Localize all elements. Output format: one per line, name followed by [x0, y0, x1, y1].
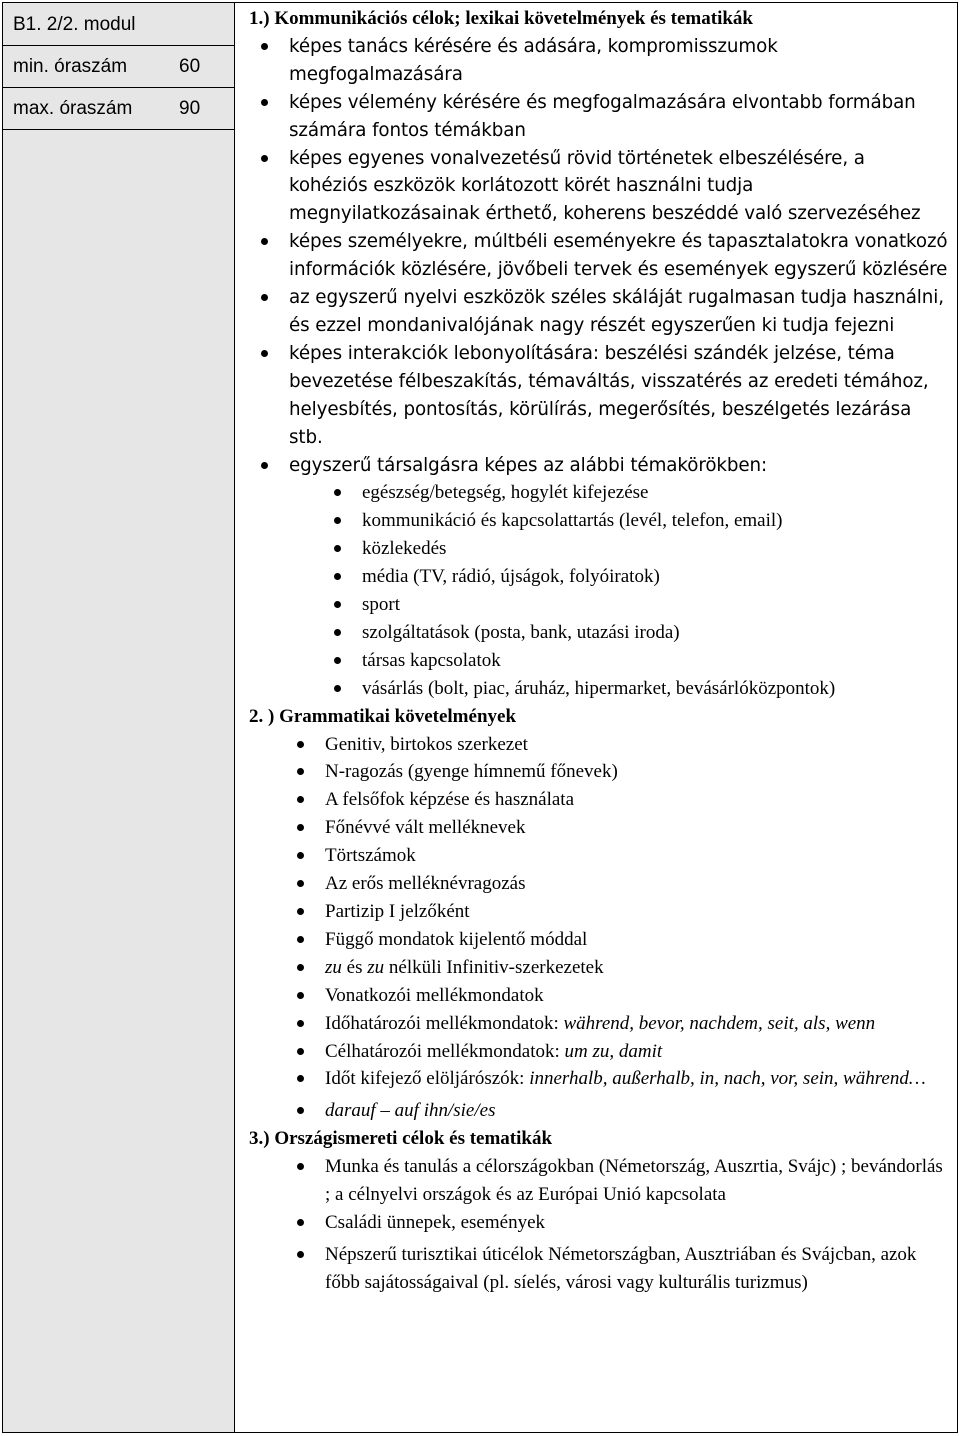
module-label: B1. 2/2. modul	[13, 14, 136, 35]
bullet-icon	[334, 545, 341, 552]
bullet-icon	[297, 1219, 304, 1226]
list-item: képes vélemény kérésére és megfogalmazására elvontabb formában számára fontos témákban	[249, 89, 949, 145]
min-hours-value: 60	[179, 56, 201, 77]
module-row	[3, 3, 234, 45]
max-hours-row	[3, 87, 234, 129]
bullet-icon	[334, 489, 341, 496]
bullet-icon	[261, 238, 268, 245]
bullet-icon	[297, 768, 304, 775]
section2-heading: 2. ) Grammatikai követelmények	[249, 705, 517, 727]
bullet-icon	[297, 1163, 304, 1170]
section3-list	[249, 1153, 949, 1297]
bullet-icon	[334, 517, 341, 524]
list-item: képes interakciók lebonyolítására: beszélési szándék jelzése, téma bevezetése félbeszakítás, témaváltás, visszatérés az eredeti témához, helyesbítés, pontosítás, körülírás, megerősítés, beszélgetés lezárása stb.	[249, 340, 949, 452]
grammar-item: Vonatkozói mellékmondatok	[249, 982, 949, 1010]
topic-item: vásárlás (bolt, piac, áruház, hipermarket, bevásárlóközpontok)	[249, 675, 949, 703]
section2-list	[249, 731, 949, 1126]
list-item: az egyszerű nyelvi eszközök széles skáláját rugalmasan tudja használni, és ezzel mondanivalójának nagy részét egyszerűen ki tudja fejezni	[249, 284, 949, 340]
bullet-icon	[261, 43, 268, 50]
section1-list	[249, 33, 949, 703]
bullet-icon	[334, 601, 341, 608]
row-divider	[3, 129, 234, 130]
bullet-icon	[297, 880, 304, 887]
grammar-item: Az erős melléknévragozás	[249, 870, 949, 898]
bullet-icon	[334, 685, 341, 692]
bullet-icon	[297, 936, 304, 943]
grammar-item: Törtszámok	[249, 842, 949, 870]
grammar-item: Célhatározói mellékmondatok: um zu, damit	[249, 1038, 949, 1066]
bullet-icon	[261, 99, 268, 106]
bullet-icon	[261, 350, 268, 357]
bullet-icon	[261, 462, 268, 469]
grammar-item: Partizip I jelzőként	[249, 898, 949, 926]
grammar-item: Időt kifejező elöljárószók: innerhalb, außerhalb, in, nach, vor, sein, während…	[249, 1065, 949, 1093]
content	[249, 5, 949, 1297]
bullet-icon	[261, 294, 268, 301]
topic-item: társas kapcsolatok	[249, 647, 949, 675]
bullet-icon	[297, 992, 304, 999]
topic-item: sport	[249, 591, 949, 619]
topic-item: közlekedés	[249, 535, 949, 563]
culture-item: Munka és tanulás a célországokban (Németország, Auszrtia, Svájc) ; bevándorlás ; a célnyelvi országok és az Európai Unió kapcsolata	[249, 1153, 949, 1209]
max-hours-value: 90	[179, 98, 201, 119]
grammar-item: zu és zu nélküli Infinitiv-szerkezetek	[249, 954, 949, 982]
bullet-icon	[297, 824, 304, 831]
bullet-icon	[297, 796, 304, 803]
grammar-item: N-ragozás (gyenge hímnemű főnevek)	[249, 758, 949, 786]
bullet-icon	[334, 657, 341, 664]
bullet-icon	[261, 155, 268, 162]
culture-item: Családi ünnepek, események	[249, 1209, 949, 1237]
bullet-icon	[297, 1020, 304, 1027]
bullet-icon	[297, 964, 304, 971]
topic-item: egészség/betegség, hogylét kifejezése	[249, 479, 949, 507]
bullet-icon	[297, 1048, 304, 1055]
list-item: képes személyekre, múltbéli eseményekre és tapasztalatokra vonatkozó információk közlésére, jövőbeli tervek és események egyszerű közlésére	[249, 228, 949, 284]
grammar-item: Genitiv, birtokos szerkezet	[249, 731, 949, 759]
culture-item: Népszerű turisztikai úticélok Németországban, Ausztriában és Svájcban, azok főbb sajátosságaival (pl. síelés, városi vagy kulturális turizmus)	[249, 1241, 949, 1297]
min-hours-label: min. óraszám	[13, 56, 128, 77]
bullet-icon	[297, 1075, 304, 1082]
list-item: képes egyenes vonalvezetésű rövid történetek elbeszélésére, a kohéziós eszközök korlátozott körét használni tudja megnyilatkozásainak érthető, koherens beszéddé való szervezéséhez	[249, 145, 949, 229]
bullet-icon	[334, 573, 341, 580]
section1-heading: 1.) Kommunikációs célok; lexikai követelmények és tematikák	[249, 8, 753, 29]
grammar-item: darauf – auf ihn/sie/es	[249, 1097, 949, 1125]
grammar-item: Függő mondatok kijelentő móddal	[249, 926, 949, 954]
bullet-icon	[297, 741, 304, 748]
topic-item: média (TV, rádió, újságok, folyóiratok)	[249, 563, 949, 591]
min-hours-row	[3, 45, 234, 87]
bullet-icon	[334, 629, 341, 636]
bullet-icon	[297, 1107, 304, 1114]
bullet-icon	[297, 852, 304, 859]
max-hours-label: max. óraszám	[13, 98, 133, 119]
grammar-item: Időhatározói mellékmondatok: während, bevor, nachdem, seit, als, wenn	[249, 1010, 949, 1038]
list-item: egyszerű társalgásra képes az alábbi témakörökben:	[249, 452, 949, 480]
grammar-item: Főnévvé vált melléknevek	[249, 814, 949, 842]
topic-item: kommunikáció és kapcsolattartás (levél, telefon, email)	[249, 507, 949, 535]
list-item: képes tanács kérésére és adására, kompromisszumok megfogalmazására	[249, 33, 949, 89]
grammar-item: A felsőfok képzése és használata	[249, 786, 949, 814]
section3-heading: 3.) Országismereti célok és tematikák	[249, 1128, 553, 1150]
bullet-icon	[297, 1251, 304, 1258]
topic-item: szolgáltatások (posta, bank, utazási iroda)	[249, 619, 949, 647]
bullet-icon	[297, 908, 304, 915]
module-info-column	[2, 2, 235, 1433]
